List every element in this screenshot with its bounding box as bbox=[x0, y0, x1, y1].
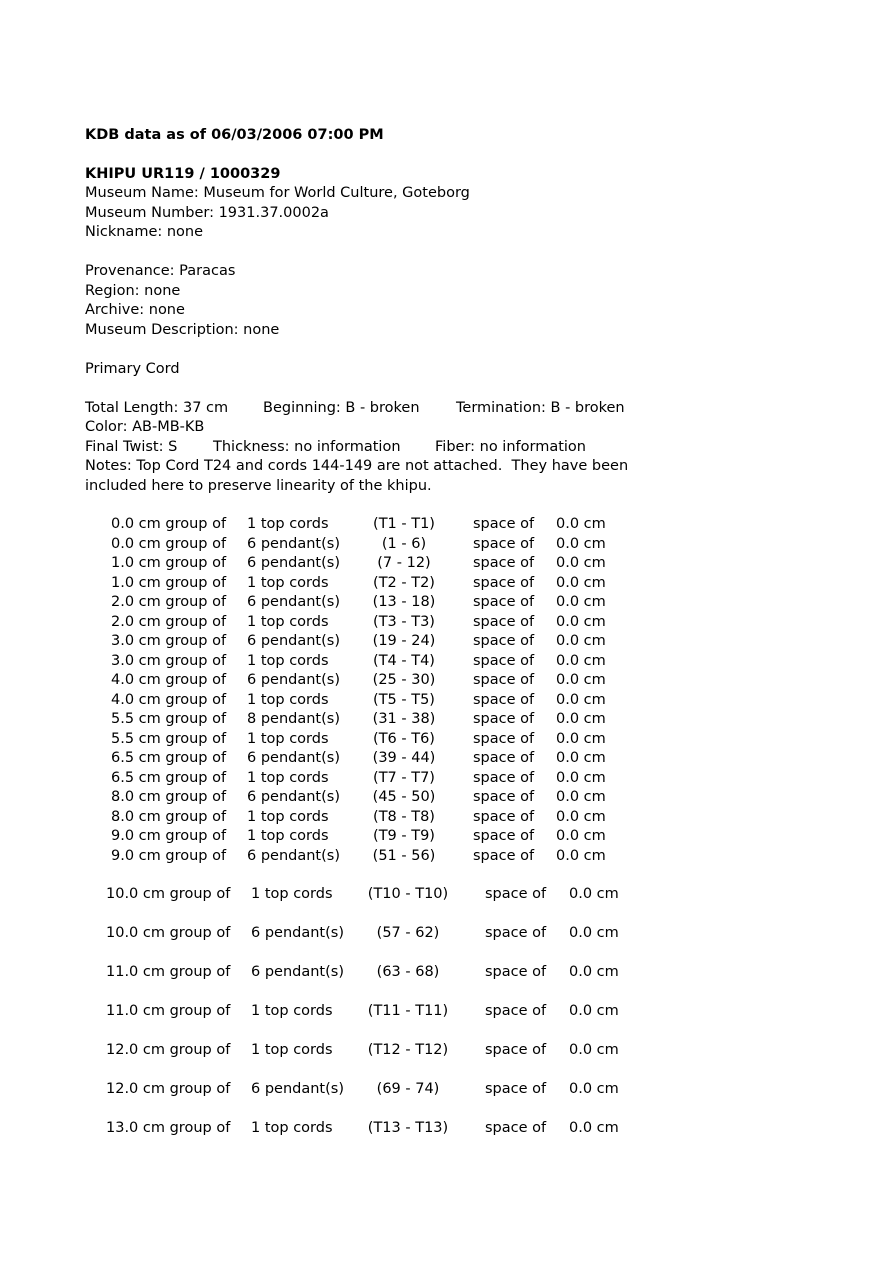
group-range: (T1 - T1) bbox=[373, 516, 435, 532]
space-value: 0.0 cm bbox=[569, 1120, 619, 1136]
space-value: 0.0 cm bbox=[556, 555, 606, 571]
group-count: 6 pendant(s) bbox=[247, 555, 340, 571]
group-position: 3.0 cm group of bbox=[111, 652, 227, 669]
group-range: (T9 - T9) bbox=[373, 828, 435, 844]
space-value: 0.0 cm bbox=[569, 886, 619, 902]
space-label: space of bbox=[473, 711, 535, 727]
space-value: 0.0 cm bbox=[569, 925, 619, 941]
group-position: 1.0 cm group of bbox=[111, 574, 227, 591]
museum-number: Museum Number: 1931.37.0002a bbox=[85, 205, 329, 221]
group-count: 6 pendant(s) bbox=[251, 925, 344, 941]
space-value: 0.0 cm bbox=[556, 613, 606, 630]
group-position: 9.0 cm group of bbox=[111, 828, 227, 844]
group-range: (63 - 68) bbox=[376, 964, 440, 980]
group-count: 1 top cords bbox=[247, 516, 329, 532]
group-position: 4.0 cm group of bbox=[111, 691, 227, 708]
space-label: space of bbox=[473, 789, 535, 805]
group-range: (T10 - T10) bbox=[367, 886, 449, 902]
group-range: (T11 - T11) bbox=[367, 1003, 449, 1019]
group-count: 6 pendant(s) bbox=[247, 672, 340, 688]
space-label: space of bbox=[473, 691, 535, 708]
space-label: space of bbox=[485, 1042, 547, 1058]
group-range: (T5 - T5) bbox=[373, 691, 435, 708]
group-position: 2.0 cm group of bbox=[111, 613, 227, 630]
space-label: space of bbox=[473, 769, 535, 786]
group-range: (1 - 6) bbox=[381, 535, 427, 552]
space-label: space of bbox=[473, 750, 535, 766]
group-range: (T7 - T7) bbox=[373, 769, 435, 786]
space-value: 0.0 cm bbox=[556, 711, 606, 727]
group-range: (T3 - T3) bbox=[373, 613, 435, 630]
space-label: space of bbox=[473, 535, 535, 552]
space-value: 0.0 cm bbox=[556, 633, 606, 649]
space-value: 0.0 cm bbox=[569, 1042, 619, 1058]
group-position: 3.0 cm group of bbox=[111, 633, 227, 649]
group-position: 1.0 cm group of bbox=[111, 555, 227, 571]
space-value: 0.0 cm bbox=[556, 535, 606, 552]
museum-name: Museum Name: Museum for World Culture, Goteborg bbox=[85, 185, 470, 201]
group-range: (T13 - T13) bbox=[367, 1120, 449, 1136]
group-position: 9.0 cm group of bbox=[111, 847, 227, 864]
group-position: 11.0 cm group of bbox=[106, 1003, 231, 1019]
group-position: 2.0 cm group of bbox=[111, 594, 227, 610]
space-label: space of bbox=[473, 808, 535, 825]
space-value: 0.0 cm bbox=[569, 1003, 619, 1019]
group-count: 6 pendant(s) bbox=[247, 789, 340, 805]
space-label: space of bbox=[473, 828, 535, 844]
group-position: 0.0 cm group of bbox=[111, 535, 227, 552]
space-value: 0.0 cm bbox=[556, 769, 606, 786]
group-count: 6 pendant(s) bbox=[251, 964, 344, 980]
fiber: Fiber: no information bbox=[435, 439, 586, 455]
group-range: (39 - 44) bbox=[372, 750, 436, 766]
group-count: 1 top cords bbox=[251, 1042, 333, 1058]
primary-cord-heading: Primary Cord bbox=[85, 361, 180, 377]
total-length: Total Length: 37 cm bbox=[85, 400, 229, 416]
group-count: 6 pendant(s) bbox=[247, 750, 340, 766]
space-value: 0.0 cm bbox=[556, 808, 606, 825]
group-position: 11.0 cm group of bbox=[106, 964, 231, 980]
kdb-date-heading: KDB data as of 06/03/2006 07:00 PM bbox=[85, 127, 384, 143]
space-value: 0.0 cm bbox=[556, 594, 606, 610]
space-label: space of bbox=[473, 652, 535, 669]
group-position: 10.0 cm group of bbox=[106, 886, 231, 902]
group-count: 1 top cords bbox=[247, 828, 329, 844]
group-range: (19 - 24) bbox=[372, 633, 436, 649]
group-position: 4.0 cm group of bbox=[111, 672, 227, 688]
group-count: 6 pendant(s) bbox=[247, 633, 340, 649]
group-count: 1 top cords bbox=[251, 886, 333, 902]
group-position: 6.5 cm group of bbox=[111, 769, 227, 786]
space-value: 0.0 cm bbox=[556, 516, 606, 532]
group-range: (57 - 62) bbox=[376, 925, 440, 941]
termination: Termination: B - broken bbox=[456, 400, 625, 416]
region: Region: none bbox=[85, 283, 181, 299]
group-position: 12.0 cm group of bbox=[106, 1081, 231, 1097]
space-value: 0.0 cm bbox=[556, 672, 606, 688]
group-range: (T6 - T6) bbox=[373, 730, 435, 747]
space-value: 0.0 cm bbox=[569, 964, 619, 980]
group-position: 6.5 cm group of bbox=[111, 750, 227, 766]
space-label: space of bbox=[473, 847, 535, 864]
group-position: 12.0 cm group of bbox=[106, 1042, 231, 1058]
beginning: Beginning: B - broken bbox=[263, 400, 420, 416]
space-label: space of bbox=[485, 964, 547, 980]
group-range: (T8 - T8) bbox=[373, 808, 435, 825]
group-range: (T12 - T12) bbox=[367, 1042, 449, 1058]
group-count: 1 top cords bbox=[247, 574, 329, 591]
group-count: 1 top cords bbox=[247, 769, 329, 786]
space-label: space of bbox=[473, 574, 535, 591]
museum-description: Museum Description: none bbox=[85, 322, 280, 338]
group-range: (T4 - T4) bbox=[373, 652, 435, 669]
group-range: (31 - 38) bbox=[372, 711, 436, 727]
space-label: space of bbox=[485, 1120, 547, 1136]
space-value: 0.0 cm bbox=[569, 1081, 619, 1097]
group-range: (7 - 12) bbox=[377, 555, 431, 571]
group-count: 6 pendant(s) bbox=[247, 847, 340, 864]
group-position: 0.0 cm group of bbox=[111, 516, 227, 532]
group-count: 1 top cords bbox=[251, 1120, 333, 1136]
group-count: 6 pendant(s) bbox=[251, 1081, 344, 1097]
space-label: space of bbox=[485, 1003, 547, 1019]
space-value: 0.0 cm bbox=[556, 750, 606, 766]
space-value: 0.0 cm bbox=[556, 789, 606, 805]
thickness: Thickness: no information bbox=[213, 439, 401, 455]
nickname: Nickname: none bbox=[85, 224, 204, 240]
group-count: 1 top cords bbox=[247, 691, 329, 708]
group-count: 6 pendant(s) bbox=[247, 594, 340, 610]
group-count: 1 top cords bbox=[247, 730, 329, 747]
group-position: 5.5 cm group of bbox=[111, 730, 227, 747]
group-range: (51 - 56) bbox=[372, 847, 436, 864]
space-label: space of bbox=[485, 1081, 547, 1097]
group-range: (13 - 18) bbox=[372, 594, 436, 610]
group-range: (45 - 50) bbox=[372, 789, 436, 805]
space-label: space of bbox=[473, 672, 535, 688]
space-label: space of bbox=[473, 613, 535, 630]
group-position: 8.0 cm group of bbox=[111, 789, 227, 805]
group-count: 1 top cords bbox=[247, 808, 329, 825]
group-count: 6 pendant(s) bbox=[247, 535, 340, 552]
group-position: 8.0 cm group of bbox=[111, 808, 227, 825]
provenance: Provenance: Paracas bbox=[85, 263, 236, 279]
space-value: 0.0 cm bbox=[556, 847, 606, 864]
khipu-id-heading: KHIPU UR119 / 1000329 bbox=[85, 166, 281, 182]
archive: Archive: none bbox=[85, 302, 185, 318]
notes-line-1: Notes: Top Cord T24 and cords 144-149 are not attached. They have been bbox=[85, 458, 629, 474]
group-range: (T2 - T2) bbox=[373, 574, 435, 591]
space-label: space of bbox=[485, 886, 547, 902]
space-value: 0.0 cm bbox=[556, 691, 606, 708]
space-label: space of bbox=[473, 555, 535, 571]
color: Color: AB-MB-KB bbox=[85, 419, 205, 435]
group-count: 1 top cords bbox=[247, 652, 329, 669]
space-value: 0.0 cm bbox=[556, 730, 606, 747]
group-position: 13.0 cm group of bbox=[106, 1120, 231, 1136]
space-label: space of bbox=[473, 516, 535, 532]
group-position: 10.0 cm group of bbox=[106, 925, 231, 941]
group-position: 5.5 cm group of bbox=[111, 711, 227, 727]
final-twist: Final Twist: S bbox=[85, 439, 178, 455]
space-label: space of bbox=[473, 594, 535, 610]
space-value: 0.0 cm bbox=[556, 828, 606, 844]
space-label: space of bbox=[473, 633, 535, 649]
space-label: space of bbox=[485, 925, 547, 941]
space-value: 0.0 cm bbox=[556, 652, 606, 669]
group-range: (69 - 74) bbox=[376, 1081, 440, 1097]
group-range: (25 - 30) bbox=[372, 672, 436, 688]
group-count: 8 pendant(s) bbox=[247, 711, 340, 727]
space-label: space of bbox=[473, 730, 535, 747]
notes-line-2: included here to preserve linearity of the khipu. bbox=[85, 478, 432, 494]
space-value: 0.0 cm bbox=[556, 574, 606, 591]
group-count: 1 top cords bbox=[251, 1003, 333, 1019]
group-count: 1 top cords bbox=[247, 613, 329, 630]
